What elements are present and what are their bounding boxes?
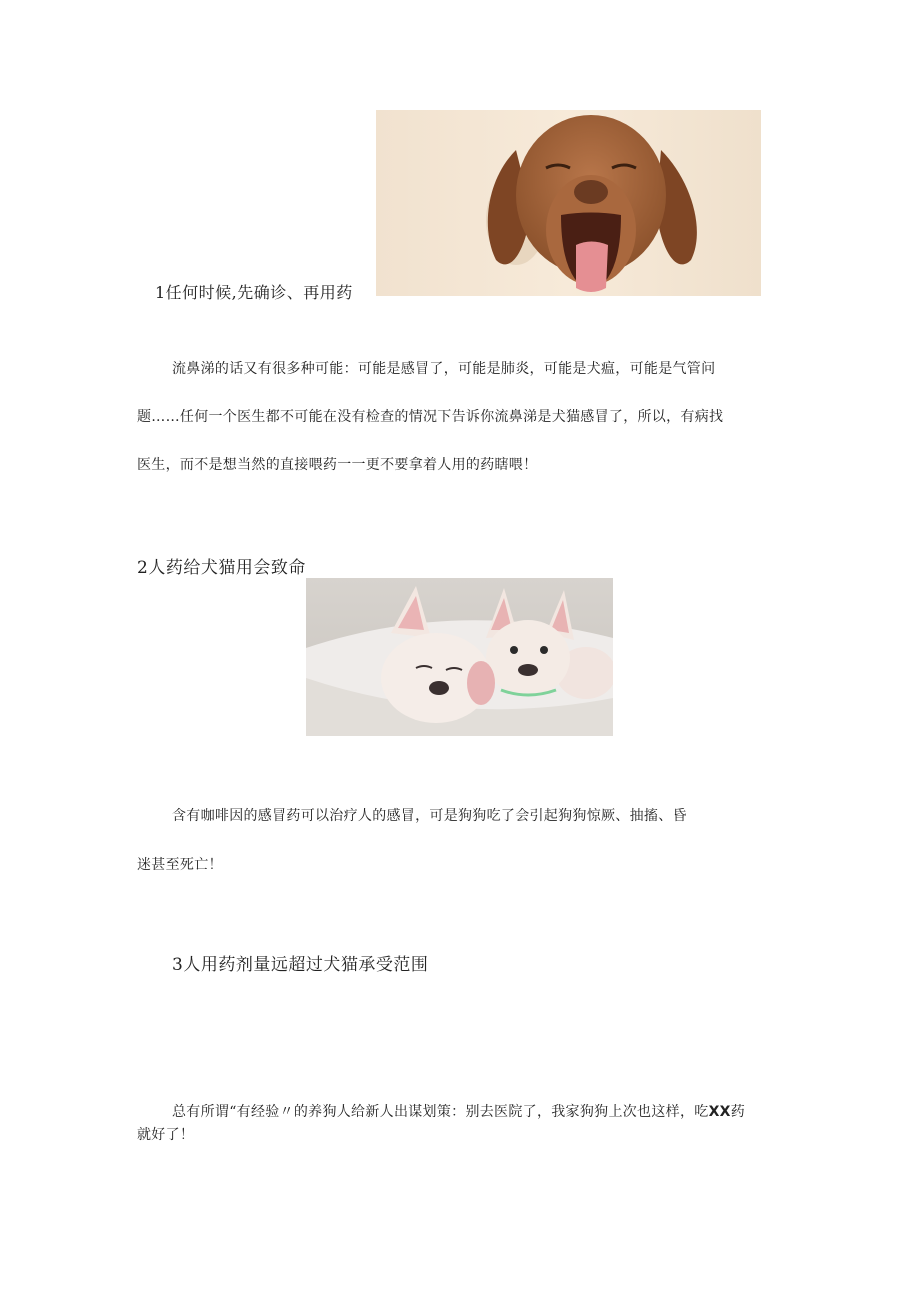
section2-paragraph-line2: 迷甚至死亡！ (137, 857, 223, 873)
section3-paragraph-line1 (172, 1101, 745, 1121)
section3-paragraph-text-end: 药 (730, 1104, 746, 1120)
section1-paragraph-line3: 医生，而不是想当然的直接喂药一一更不要拿着人用的药瞎喂！ (137, 457, 538, 473)
bulldog-puppies-image (306, 578, 613, 736)
section1-paragraph-line2: 题……任何一个医生都不可能在没有检查的情况下告诉你流鼻涕是犬猫感冒了，所以，有病找 (137, 409, 724, 425)
section2-paragraph-line1: 含有咖啡因的感冒药可以治疗人的感冒，可是狗狗吃了会引起狗狗惊厥、抽搐、昏 (172, 808, 687, 824)
puppy-yawning-image (376, 110, 761, 296)
section1-paragraph-line1: 流鼻涕的话又有很多种可能：可能是感冒了，可能是肺炎，可能是犬瘟，可能是气管问 (172, 361, 716, 377)
section2-heading: 2人药给犬猫用会致命 (137, 558, 306, 578)
section3-heading: 3人用药剂量远超过犬猫承受范围 (172, 955, 429, 975)
section1-heading: 1任何时候,先确诊、再用药 (155, 283, 353, 302)
drug-placeholder-xx: XX (708, 1104, 731, 1120)
section3-paragraph-text: 总有所谓“有经验〃的养狗人给新人出谋划策：别去医院了，我家狗狗上次也这样，吃 (172, 1104, 709, 1120)
section3-paragraph-line2: 就好了！ (137, 1127, 195, 1143)
